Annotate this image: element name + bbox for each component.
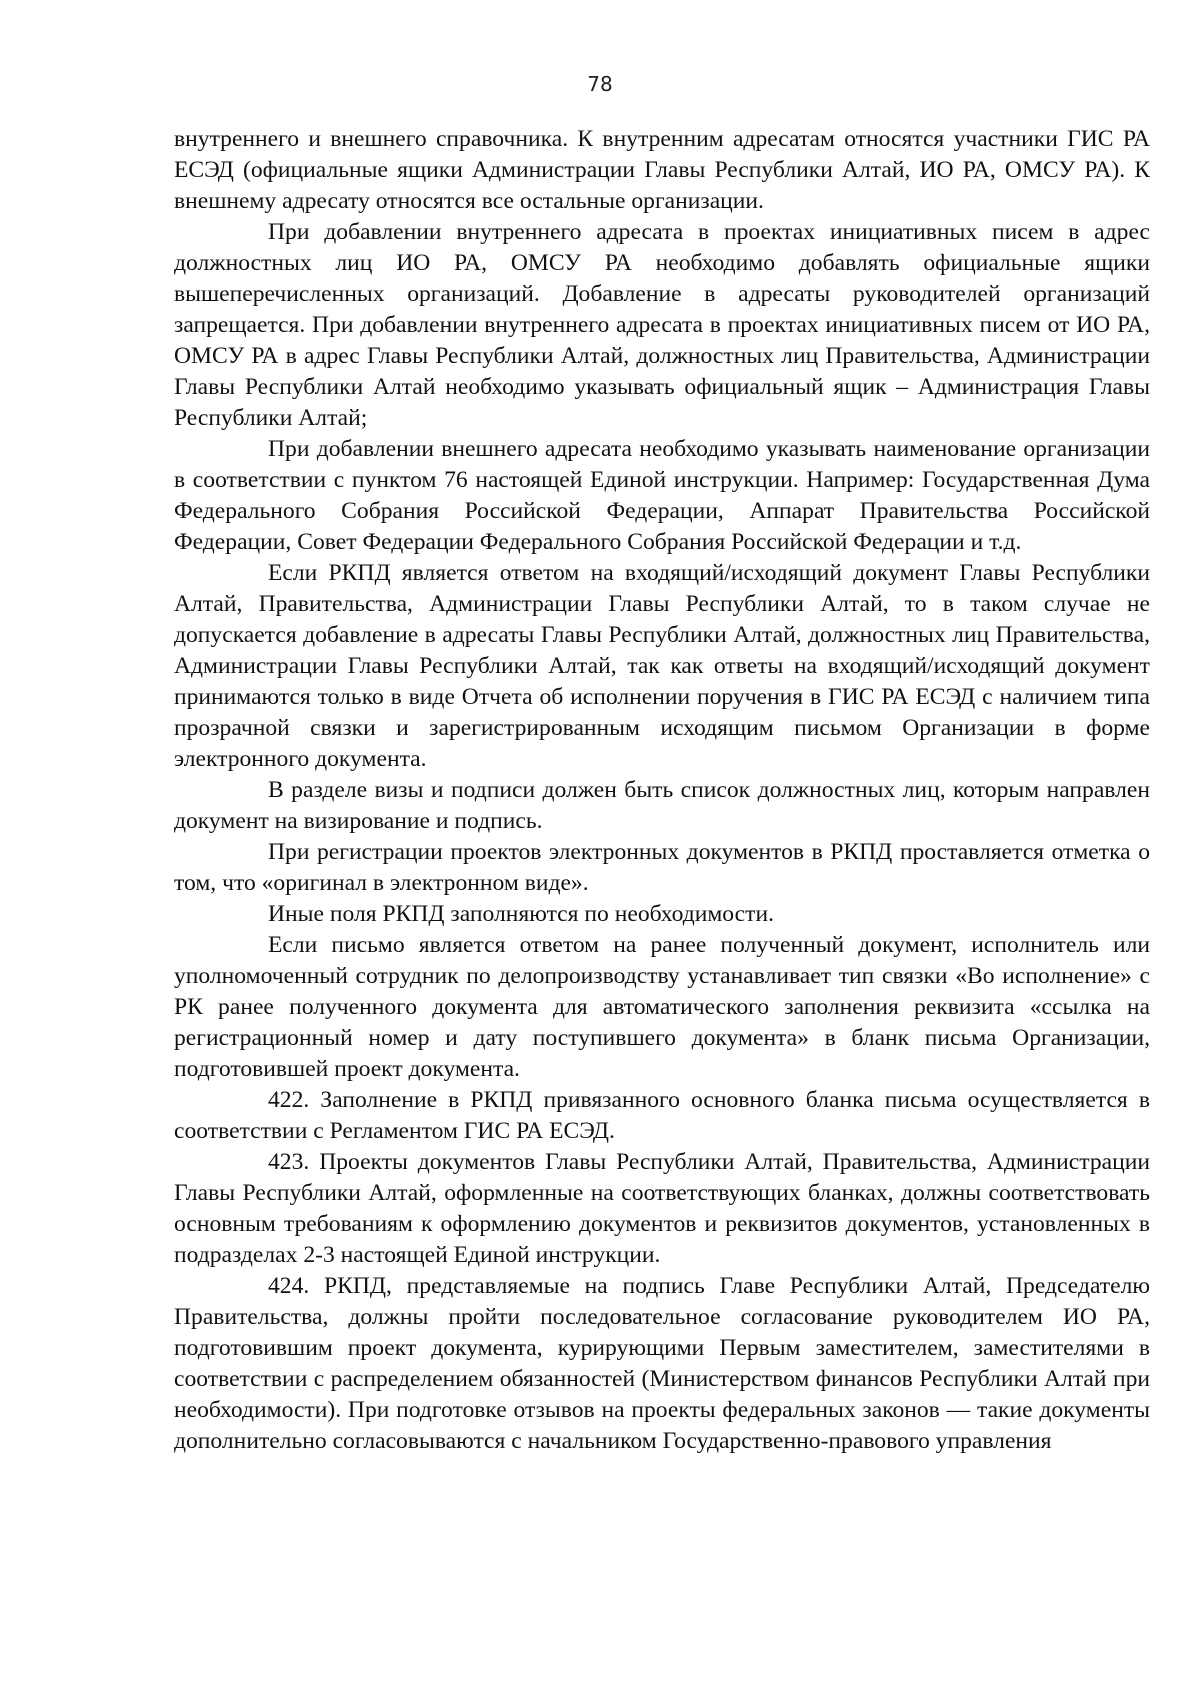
paragraph-item-422: 422. Заполнение в РКПД привязанного основного бланка письма осуществляется в соответствии с Регламентом ГИС РА ЕСЭД. — [174, 1087, 1150, 1144]
paragraph-link-type: Если письмо является ответом на ранее полученный документ, исполнитель или уполномоченный сотрудник по делопроизводству устанавливает тип связки «Во исполнение» с РК ранее полученного документа для автоматического заполнения реквизита «ссылка на регистрационный номер и дату поступившего документа» в бланк письма Организации, подготовившей проект документа. — [174, 932, 1150, 1082]
page-number: 78 — [587, 72, 613, 96]
paragraph-electronic-original: При регистрации проектов электронных документов в РКПД проставляется отметка о том, что «оригинал в электронном виде». — [174, 839, 1150, 896]
paragraph-item-423: 423. Проекты документов Главы Республики Алтай, Правительства, Администрации Главы Республики Алтай, оформленные на соответствующих бланках, должны соответствовать основным требованиям к оформлению документов и реквизитов документов, установленных в подразделах 2-3 настоящей Единой инструкции. — [174, 1149, 1150, 1268]
paragraph-internal-addressee: При добавлении внутреннего адресата в проектах инициативных писем в адрес должностных лиц ИО РА, ОМСУ РА необходимо добавлять официальные ящики вышеперечисленных организаций. Добавление в адресаты руководителей организаций запрещается. При добавлении внутреннего адресата в проектах инициативных писем от ИО РА, ОМСУ РА в адрес Главы Республики Алтай, должностных лиц Правительства, Администрации Главы Республики Алтай необходимо указывать официальный ящик – Администрация Главы Республики Алтай; — [174, 219, 1150, 431]
paragraph-rkpd-reply: Если РКПД является ответом на входящий/исходящий документ Главы Республики Алтай, Правительства, Администрации Главы Республики Алтай, то в таком случае не допускается добавление в адресаты Главы Республики Алтай, должностных лиц Правительства, Администрации Главы Республики Алтай, так как ответы на входящий/исходящий документ принимаются только в виде Отчета об исполнении поручения в ГИС РА ЕСЭД с наличием типа прозрачной связки и зарегистрированным исходящим письмом Организации в форме электронного документа. — [174, 560, 1150, 772]
document-body — [174, 124, 1150, 1457]
paragraph-external-addressee: При добавлении внешнего адресата необходимо указывать наименование организации в соответствии с пунктом 76 настоящей Единой инструкции. Например: Государственная Дума Федерального Собрания Российской Федерации, Аппарат Правительства Российской Федерации, Совет Федерации Федерального Собрания Российской Федерации и т.д. — [174, 436, 1150, 555]
paragraph-item-424: 424. РКПД, представляемые на подпись Главе Республики Алтай, Председателю Правительства, должны пройти последовательное согласование руководителем ИО РА, подготовившим проект документа, курирующими Первым заместителем, заместителями в соответствии с распределением обязанностей (Министерством финансов Республики Алтай при необходимости). При подготовке отзывов на проекты федеральных законов — такие документы дополнительно согласовываются с начальником Государственно-правового управления — [174, 1273, 1150, 1454]
paragraph-continuation: внутреннего и внешнего справочника. К внутренним адресатам относятся участники ГИС РА ЕСЭД (официальные ящики Администрации Главы Республики Алтай, ИО РА, ОМСУ РА). К внешнему адресату относятся все остальные организации. — [174, 126, 1150, 214]
paragraph-visas-signatures: В разделе визы и подписи должен быть список должностных лиц, которым направлен документ на визирование и подпись. — [174, 777, 1150, 834]
paragraph-other-fields: Иные поля РКПД заполняются по необходимости. — [268, 901, 774, 927]
